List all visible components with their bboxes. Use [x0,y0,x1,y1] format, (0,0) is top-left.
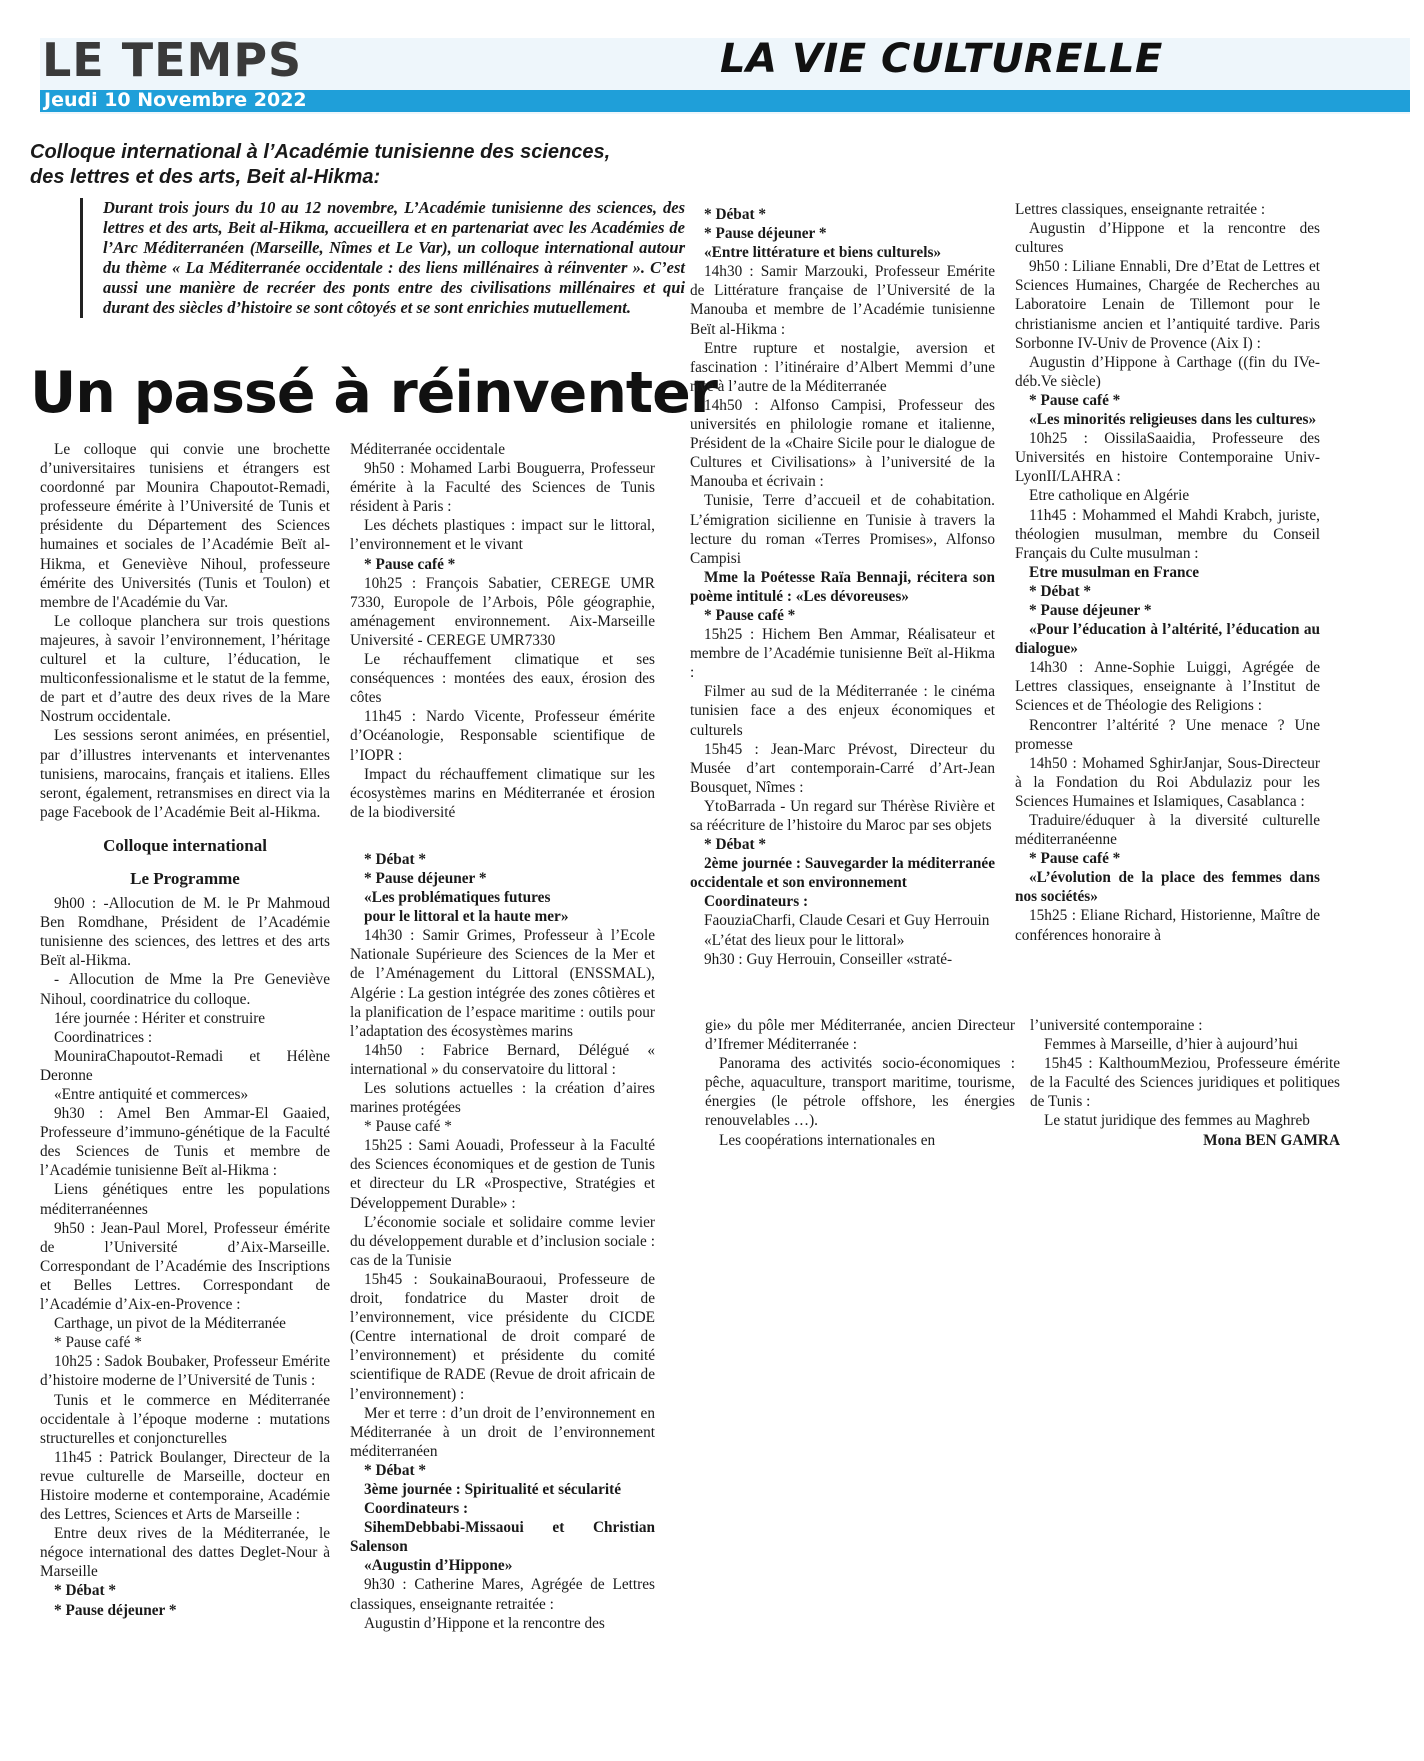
paragraph: 9h50 : Mohamed Larbi Bouguerra, Professeur émérite à la Faculté des Sciences de Tunis résident à Paris : [350,460,655,516]
paragraph: 15h25 : Sami Aouadi, Professeur à la Faculté des Sciences économiques et de gestion de Tunis et directeur du LR «Prospective, Stratégies et Développement Durable» : [350,1137,655,1212]
paragraph: 14h30 : Samir Grimes, Professeur à l’Ecole Nationale Supérieure des Sciences de la Mer et de l’Aménagement du Littoral (ENSSMAL), Algérie : La gestion intégrée des zones côtières et la planification de l’espace maritime : outils pour l’adaptation des écosystèmes marins [350,927,655,1040]
paragraph: 14h30 : Anne-Sophie Luiggi, Agrégée de Lettres classiques, enseignante à l’Institut de Sciences et de Théologie des Religions : [1015,659,1320,715]
paragraph: * Pause café * [364,1118,452,1136]
paragraph: 3ème journée : Spiritualité et sécularité [364,1480,621,1498]
paragraph: Panorama des activités socio-économiques : pêche, aquaculture, transport maritime, tourisme, énergies (le pétrole offshore, les énergies renouvelables …). [705,1055,1015,1130]
paragraph: Augustin d’Hippone à Carthage ((fin du IVe-déb.Ve siècle) [1015,353,1320,390]
paragraph: YtoBarrada - Un regard sur Thérèse Rivière et sa réécriture de l’histoire du Maroc par ses objets [690,797,995,834]
paragraph: Entre deux rives de la Méditerranée, le négoce international des dattes Deglet-Nour à Marseille [40,1525,330,1581]
paragraph: 9h50 : Jean-Paul Morel, Professeur émérite de l’Université d’Aix-Marseille. Correspondant de l’Académie des Inscriptions et Belles Lettres. Correspondant de l’Académie d’Aix-en-Provence : [40,1219,330,1314]
article-headline: Un passé à réinventer [30,360,717,426]
paragraph: 14h50 : Mohamed SghirJanjar, Sous-Directeur à la Fondation du Roi Abdulaziz pour les Sciences Humaines et Islamiques, Casablanca : [1015,754,1320,810]
paragraph: «L’état des lieux pour le littoral» [704,931,905,949]
paragraph: Tunis et le commerce en Méditerranée occidentale à l’époque moderne : mutations structurelles et conjoncturelles [40,1391,330,1447]
paragraph: Les solutions actuelles : la création d’aires marines protégées [350,1080,655,1117]
paragraph: * Pause déjeuner * [704,225,827,243]
paragraph: * Débat * [54,1582,117,1600]
paragraph: Le réchauffement climatique et ses conséquences : montées des eaux, érosion des côtes [350,651,655,707]
paragraph: Les déchets plastiques : impact sur le littoral, l’environnement et le vivant [350,517,655,554]
paragraph: 15h25 : Eliane Richard, Historienne, Maître de conférences honoraire à [1015,907,1320,944]
paragraph: Augustin d’Hippone et la rencontre des [364,1614,605,1632]
paragraph: «L’évolution de la place des femmes dans nos sociétés» [1015,869,1320,906]
paragraph: 9h00 : -Allocution de M. le Pr Mahmoud Ben Romdhane, Président de l’Académie tunisienne des sciences, des lettres et des arts Beït al-Hikma. [40,895,330,970]
paragraph: Filmer au sud de la Méditerranée : le cinéma tunisien face a des enjeux économiques et culturels [690,683,995,739]
issue-date: Jeudi 10 Novembre 2022 [44,89,307,111]
paragraph: L’économie sociale et solidaire comme levier du développement durable et d’inclusion sociale : cas de la Tunisie [350,1213,655,1269]
paragraph: Etre catholique en Algérie [1029,487,1190,505]
paragraph: Liens génétiques entre les populations méditerranéennes [40,1181,330,1218]
paragraph: * Débat * [1029,582,1092,600]
paragraph: * Pause café * [1029,850,1121,868]
paragraph: 15h25 : Hichem Ben Ammar, Réalisateur et membre de l’Académie tunisienne Beït al-Hikma : [690,626,995,682]
paragraph: Etre musulman en France [1029,563,1200,581]
paragraph: * Débat * [364,1461,427,1479]
paragraph: Mona BEN GAMRA [1203,1131,1340,1149]
paragraph: 15h45 : SoukainaBouraoui, Professeure de droit, fondatrice du Master droit de l’environnement, vice présidente du CICDE (Centre international de droit comparé de l’environnement) et présidente du comité scientifique de RADE (Revue de droit africain de l’environnement) : [350,1270,655,1403]
paragraph: gie» du pôle mer Méditerranée, ancien Directeur d’Ifremer Méditerranée : [705,1017,1015,1054]
paragraph: 9h30 : Guy Herrouin, Conseiller «straté- [704,950,953,968]
paragraph: Coordinatrices : [54,1028,153,1046]
paragraph: Coordinateurs : [364,1500,469,1518]
paragraph: pour le littoral et la haute mer» [364,908,569,926]
paragraph [350,822,655,850]
paragraph: Augustin d’Hippone et la rencontre des cultures [1015,220,1320,257]
paragraph: * Pause déjeuner * [54,1601,177,1619]
paragraph: MouniraChapoutot-Remadi et Hélène Deronne [40,1047,330,1084]
paragraph: * Pause café * [54,1334,142,1352]
paragraph: Coordinateurs : [704,893,809,911]
paragraph: Les coopérations internationales en [719,1131,936,1149]
paragraph: 15h45 : KalthoumMeziou, Professeure émérite de la Faculté des Sciences juridiques et politiques de Tunis : [1030,1055,1340,1111]
paragraph: 9h50 : Liliane Ennabli, Dre d’Etat de Lettres et Sciences Humaines, Chargée de Recherches au Laboratoire Lenain de Tillemont pour le christianisme ancien et l’antiquité tardive. Paris Sorbonne IV-Univ de Provence (Aix I) : [1015,258,1320,352]
lede-text-italic: C’est aussi une manière de recréer des ponts entre des civilisations millénaires et qui durant des siècles d’histoire se sont côtoyés et se sont enrichies mutuellement. [103,258,685,317]
paragraph: Les sessions seront animées, en présentiel, par d’illustres intervenants et intervenantes tunisiens, marocains, français et italiens. Elles seront, également, retransmises en direct via la page Facebook de l’Académie Beit al-Hikma. [40,727,330,821]
paragraph: SihemDebbabi-Missaoui et Christian Salenson [350,1519,655,1556]
paragraph: * Pause café * [364,555,456,573]
paragraph: Rencontrer l’altérité ? Une menace ? Une promesse [1015,716,1320,753]
paragraph: * Débat * [704,206,767,223]
article-kicker: Colloque international à l’Académie tunisienne des sciences, des lettres et des arts, Beit al-Hikma: [30,141,611,188]
paragraph: 14h50 : Fabrice Bernard, Délégué « international » du conservatoire du littoral : [350,1041,655,1078]
paragraph: Femmes à Marseille, d’hier à aujourd’hui [1044,1036,1299,1054]
paragraph: * Débat * [704,836,767,854]
section-title: LA VIE CULTURELLE [720,36,1163,82]
paragraph: - Allocution de Mme la Pre Geneviève Nihoul, coordinatrice du colloque. [40,971,330,1008]
paragraph: «Entre antiquité et commerces» [54,1086,249,1103]
text-column-1 [40,440,330,1620]
paragraph: * Pause café * [704,606,796,624]
paragraph: 9h30 : Amel Ben Ammar-El Gaaied, Professeure d’immuno-génétique de la Faculté des Sciences de Tunis et membre de l’Académie tunisienne Beït al-Hikma : [40,1105,330,1180]
lede-text: Durant trois jours du 10 au 12 novembre, L’Académie tunisienne des sciences, des lettres et des arts, Beit al-Hikma, accueillera et en partenariat avec les Académies de l’Arc Méditerranéen (Marseille, Nîmes et Le Var), un colloque international autour du thème « La Méditerranée occidentale : des liens millénaires à réinventer ». [103,198,685,277]
paragraph: «Les problématiques futures [364,889,551,907]
paragraph: Méditerranée occidentale [350,441,506,458]
paragraph: * Débat * [364,850,427,868]
paragraph: 1ére journée : Hériter et construire [54,1009,266,1027]
paragraph: «Entre littérature et biens culturels» [704,244,942,262]
paragraph: 15h45 : Jean-Marc Prévost, Directeur du Musée d’art contemporain-Carré d’Art-Jean Bousquet, Nîmes : [690,740,995,796]
paragraph: Colloque international [103,835,267,855]
text-column-2 [350,440,655,1633]
text-column-4-bottom [1030,1016,1340,1150]
paragraph: 2ème journée : Sauvegarder la méditerranée occidentale et son environnement [690,855,995,892]
paragraph: Tunisie, Terre d’accueil et de cohabitation. L’émigration sicilienne en Tunisie à travers la lecture du roman «Terres Promises», Alfonso Campisi [690,492,995,567]
paragraph: «Les minorités religieuses dans les cultures» [1029,411,1317,429]
newspaper-logo [42,33,302,87]
article-lede [80,198,685,318]
paragraph: * Pause déjeuner * [1029,601,1152,619]
paragraph: 14h50 : Alfonso Campisi, Professeur des universités en philologie romane et italienne, Président de la «Chaire Sicile pour le dialogue de Cultures et Civilisations» à l’université de la Manouba et écrivain : [690,396,995,491]
paragraph: Le Programme [130,868,240,888]
paragraph: l’université contemporaine : [1030,1017,1203,1034]
paragraph: 10h25 : OissilaSaaidia, Professeure des Universités en histoire Contemporaine Univ-LyonII/LAHRA : [1015,430,1320,486]
paragraph: Entre rupture et nostalgie, aversion et fascination : l’itinéraire d’Albert Memmi d’une rive à l’autre de la Méditerranée [690,339,995,395]
paragraph: 11h45 : Mohammed el Mahdi Krabch, juriste, théologien musulman, membre du Conseil Français du Culte musulman : [1015,506,1320,562]
paragraph: Le statut juridique des femmes au Maghreb [1044,1112,1310,1130]
paragraph: * Pause café * [1029,391,1121,409]
paragraph: * Pause déjeuner * [364,869,487,887]
text-column-3-top [690,205,995,969]
paragraph: 10h25 : Sadok Boubaker, Professeur Emérite d’histoire moderne de l’Université de Tunis : [40,1353,330,1390]
paragraph: Carthage, un pivot de la Méditerranée [54,1315,286,1333]
paragraph: 11h45 : Patrick Boulanger, Directeur de la revue culturelle de Marseille, docteur en Histoire moderne et contemporaine, Académie des Lettres, Sciences et Arts de Marseille : [40,1448,330,1524]
paragraph: Traduire/éduquer à la diversité culturelle méditerranéenne [1015,812,1320,849]
paragraph: Le colloque qui convie une brochette d’universitaires tunisiens et étrangers est coordonné par Mounira Chapoutot-Remadi, professeure émérite à l’Université de Tunis et présidente du Département des Sciences humaines et sociales de l’Académie Beït al-Hikma, et Geneviève Nihoul, professeure émérite des Universités (Tunis et Toulon) et membre de l'Académie du Var. [40,441,330,611]
paragraph: Mer et terre : d’un droit de l’environnement en Méditerranée à un droit de l’environnement méditerranéen [350,1404,655,1460]
paragraph: 14h30 : Samir Marzouki, Professeur Emérite de Littérature française de l’Université de la Manouba et membre de l’Académie tunisienne Beït al-Hikma : [690,263,995,338]
text-column-3-bottom [705,1016,1015,1150]
paragraph: 9h30 : Catherine Mares, Agrégée de Lettres classiques, enseignante retraitée : [350,1576,655,1613]
logo-text: LE TEMPS [42,33,303,87]
paragraph: Impact du réchauffement climatique sur les écosystèmes marins en Méditerranée et érosion de la biodiversité [350,765,655,821]
paragraph: Lettres classiques, enseignante retraitée : [1015,201,1266,218]
paragraph: Le colloque planchera sur trois questions majeures, à savoir l’environnement, l’héritage culturel et la culture, l’éducation, le multiconfessionalisme et le statut de la femme, de part et d’autre des deux rives de la Mare Nostrum occidentale. [40,612,330,726]
paragraph: «Pour l’éducation à l’altérité, l’éducation au dialogue» [1015,621,1320,658]
paragraph: 11h45 : Nardo Vicente, Professeur émérite d’Océanologie, Responsable scientifique de l’IOPR : [350,708,655,764]
paragraph: «Augustin d’Hippone» [364,1557,513,1575]
paragraph: FaouziaCharfi, Claude Cesari et Guy Herrouin [704,912,990,930]
text-column-4-top [1015,200,1320,945]
paragraph: Mme la Poétesse Raïa Bennaji, récitera son poème intitulé : «Les dévoreuses» [690,568,995,605]
paragraph: 10h25 : François Sabatier, CEREGE UMR 7330, Europole de l’Arbois, Pôle géographie, aménagement environnement. Aix-Marseille Université - CEREGE UMR7330 [350,574,655,649]
